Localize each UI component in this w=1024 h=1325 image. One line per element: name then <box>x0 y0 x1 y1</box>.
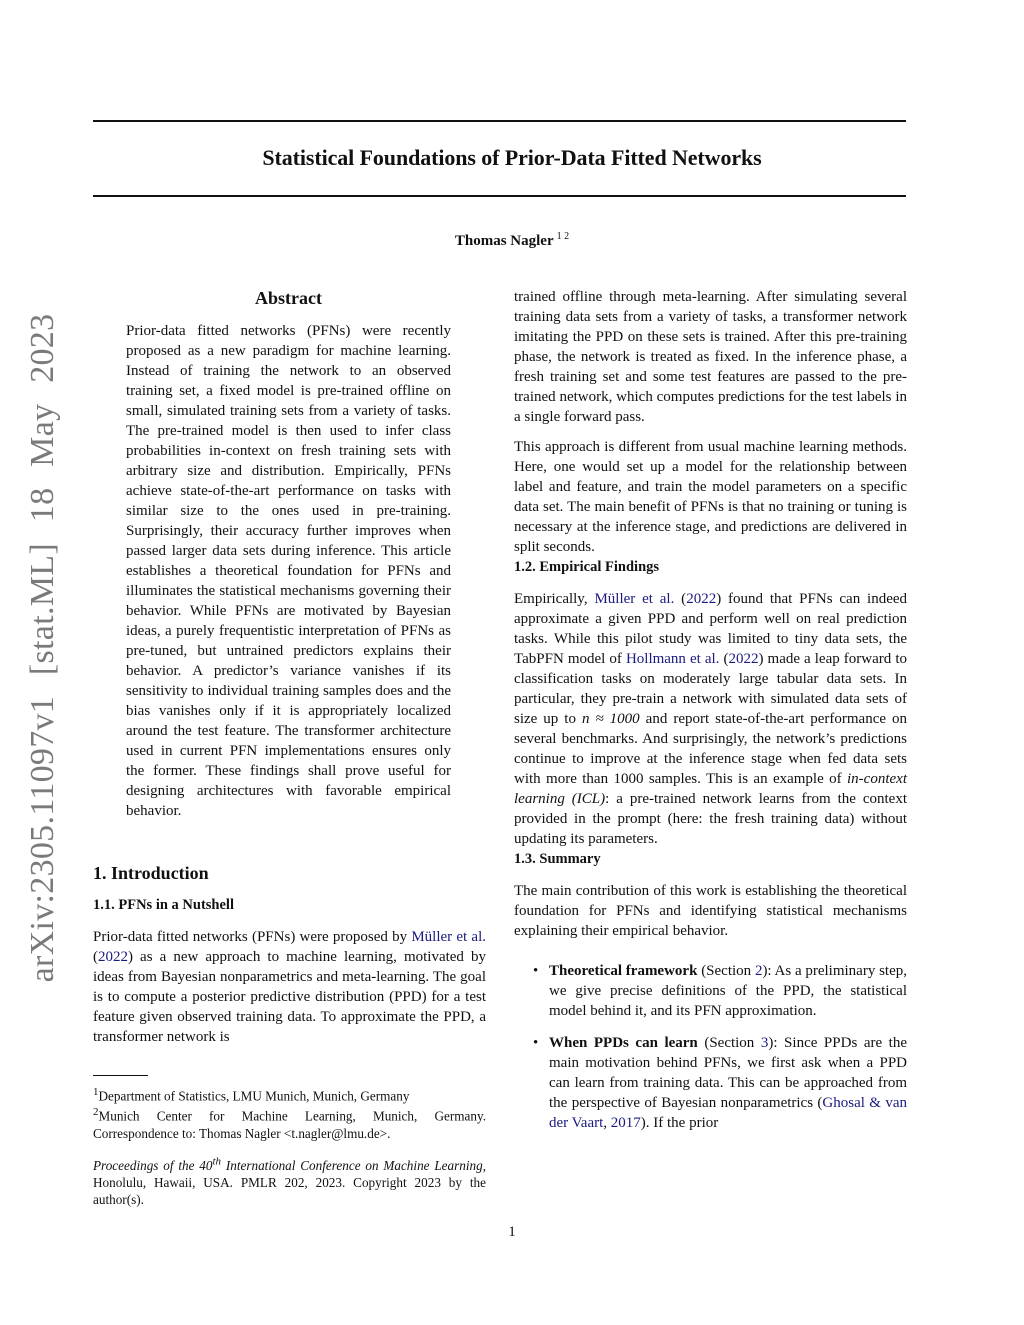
text-span: ) as a new approach to machine learning, motivated by ideas from Bayesian nonparametrics and meta-learning. The goal is to compute a posterior predictive distribution (PPD) for a test feature given observed training data. To approximate the PPD, a transformer network is <box>93 949 486 1045</box>
title-bottom-rule <box>93 195 906 197</box>
citation-link-ghosal[interactable]: Ghosal & van der Vaart <box>549 1095 907 1131</box>
paragraph-continued: trained offline through meta-learning. After simulating several training data sets from a variety of tasks, a transformer network imitating the PPD on these sets is trained. After this pre-training phase, the network is treated as fixed. In the inference phase, a fresh training set and some test features are passed to the pre-trained network, which computes predictions for the test labels in a single forward pass. <box>514 289 907 425</box>
citation-year-link[interactable]: 2022 <box>98 949 128 965</box>
bullet-title: Theoretical framework <box>549 963 698 979</box>
text-span: , <box>603 1115 611 1131</box>
contribution-list <box>514 961 907 1133</box>
math-n-approx-1000: n ≈ 1000 <box>581 711 640 727</box>
text-span: ). If the prior <box>640 1115 719 1131</box>
subsection-heading-empirical-findings: 1.2. Empirical Findings <box>514 559 660 575</box>
citation-link-hollmann[interactable]: Hollmann et al. <box>625 651 720 667</box>
author-name: Thomas Nagler <box>454 233 554 249</box>
text-span: Empirically, <box>514 591 595 607</box>
section-ref-link[interactable]: 3 <box>760 1035 769 1051</box>
paragraph-pfns-nutshell <box>93 927 486 1047</box>
footnotes <box>93 1075 486 1208</box>
proceedings-sup: th <box>212 1155 222 1168</box>
author-affiliation-marks: 1 2 <box>556 231 570 242</box>
proceedings-text: Proceedings of the 40 <box>93 1158 213 1174</box>
list-item <box>514 961 907 1021</box>
abstract <box>126 286 451 821</box>
title-top-rule <box>93 120 906 122</box>
citation-year-link[interactable]: 2022 <box>686 591 717 607</box>
list-item <box>514 1033 907 1133</box>
left-column <box>93 286 486 1047</box>
text-span: : a pre-trained network learns from the context provided in the prompt (here: the fresh training data) without updating its parameters. <box>514 791 907 847</box>
right-column <box>514 287 907 1145</box>
page-number: 1 <box>508 1224 516 1240</box>
text-span: (Section <box>697 1035 761 1051</box>
bullet-title: When PPDs can learn <box>549 1035 698 1051</box>
proceedings-note <box>93 1154 486 1208</box>
footnote-rule <box>93 1075 148 1076</box>
text-span: ): As a preliminary step, we give precise definitions of the PPD, the statistical model behind it, and its PFN approximation. <box>549 963 907 1019</box>
citation-year-link[interactable]: 2017 <box>610 1115 641 1131</box>
term-icl: in-context learning (ICL) <box>514 771 907 807</box>
text-span: ( <box>719 651 729 667</box>
text-span: and report state-of-the-art performance on several benchmarks. And surprisingly, the network’s predictions continue to improve at the inference stage when fed data sets with more than 1000 samples. This is an example of <box>514 711 908 787</box>
footnote-1: $^1$Department of Statistics, LMU Munich, Munich, Germany <box>93 1086 410 1104</box>
paragraph-summary: The main contribution of this work is establishing the theoretical foundation for PFNs and identifying statistical mechanisms explaining their empirical behavior. <box>514 883 907 939</box>
text-span: ) found that PFNs can indeed approximate a given PPD and perform well on real prediction tasks. While this pilot study was limited to tiny data sets, the TabPFN model of <box>514 591 908 667</box>
text-span: Prior-data fitted networks (PFNs) were proposed by <box>93 929 412 945</box>
author-line <box>0 231 1024 250</box>
abstract-text: Prior-data fitted networks (PFNs) were recently proposed as a new paradigm for machine learning. Instead of training the network to an observed training set, a fixed model is pre-trained offline on small, simulated training sets from a variety of tasks. The pre-trained model is then used to infer class probabilities in-context on fresh training sets with arbitrary size and distribution. Empirically, PFNs achieve state-of-the-art performance on tasks with similar size to the ones used in pre-training. Surprisingly, their accuracy further improves when passed larger data sets during inference. This article establishes a theoretical foundation for PFNs and illuminates the statistical mechanisms governing their behavior. While PFNs are motivated by Bayesian ideas, a purely frequentistic interpretation of PFNs as pre-tuned, but untrained predictors explains their behavior. A predictor’s variance vanishes if its sensitivity to individual training samples does and the bias vanishes only if it is appropriately localized around the test feature. The transformer architecture used in current PFN implementations ensures only the former. These findings shall prove useful for designing architectures with favorable empirical behavior. <box>126 323 451 819</box>
text-span: ): Since PPDs are the main motivation behind PFNs, we first ask when a PPD can learn from training data. This can be approached from the perspective of Bayesian nonparametrics ( <box>549 1035 907 1111</box>
subsection-heading-summary: 1.3. Summary <box>514 851 601 867</box>
footnote-1-text: Department of Statistics, LMU Munich, Munich, Germany <box>98 1088 410 1104</box>
paragraph-approach-difference: This approach is different from usual machine learning methods. Here, one would set up a model for the relationship between label and feature, and train the model parameters on a specific data set. The main benefit of PFNs is that no training or tuning is necessary at the inference stage, and predictions are delivered in split seconds. <box>514 439 907 555</box>
footnote-2: $^2$Munich Center for Machine Learning, Munich, Germany. Correspondence to: Thomas Nagler <t.nagler@lmu.de>. <box>93 1106 486 1141</box>
text-span: ( <box>93 949 98 965</box>
paper-title: Statistical Foundations of Prior-Data Fitted Networks <box>262 145 762 170</box>
section-ref-link[interactable]: 2 <box>754 963 763 979</box>
citation-link-muller[interactable]: Müller et al. <box>411 929 486 945</box>
text-span: (Section <box>697 963 755 979</box>
citation-link-muller[interactable]: Müller et al. <box>594 591 675 607</box>
arxiv-stamp-text: arXiv:2305.11097v1 [stat.ML] 18 May 2023 <box>24 313 61 983</box>
paragraph-empirical-findings <box>514 589 907 849</box>
footnote-2-text: Munich Center for Machine Learning, Munich, Germany. Correspondence to: Thomas Nagler <t.nagler@lmu.de>. <box>93 1108 486 1141</box>
proceedings-location: , Honolulu, Hawaii, USA. PMLR 202, 2023. Copyright 2023 by the author(s). <box>93 1158 486 1208</box>
subsection-heading-pfns-nutshell: 1.1. PFNs in a Nutshell <box>93 897 234 913</box>
proceedings-conference: International Conference on Machine Learning <box>221 1158 483 1174</box>
text-span: ) made a leap forward to classification tasks on moderately large tabular data sets. In particular, they pre-train a network with simulated data sets of size up to <box>514 651 907 727</box>
abstract-heading: Abstract <box>255 288 322 308</box>
text-span: ( <box>674 591 687 607</box>
citation-year-link[interactable]: 2022 <box>728 651 759 667</box>
section-heading-introduction: 1. Introduction <box>93 863 209 883</box>
